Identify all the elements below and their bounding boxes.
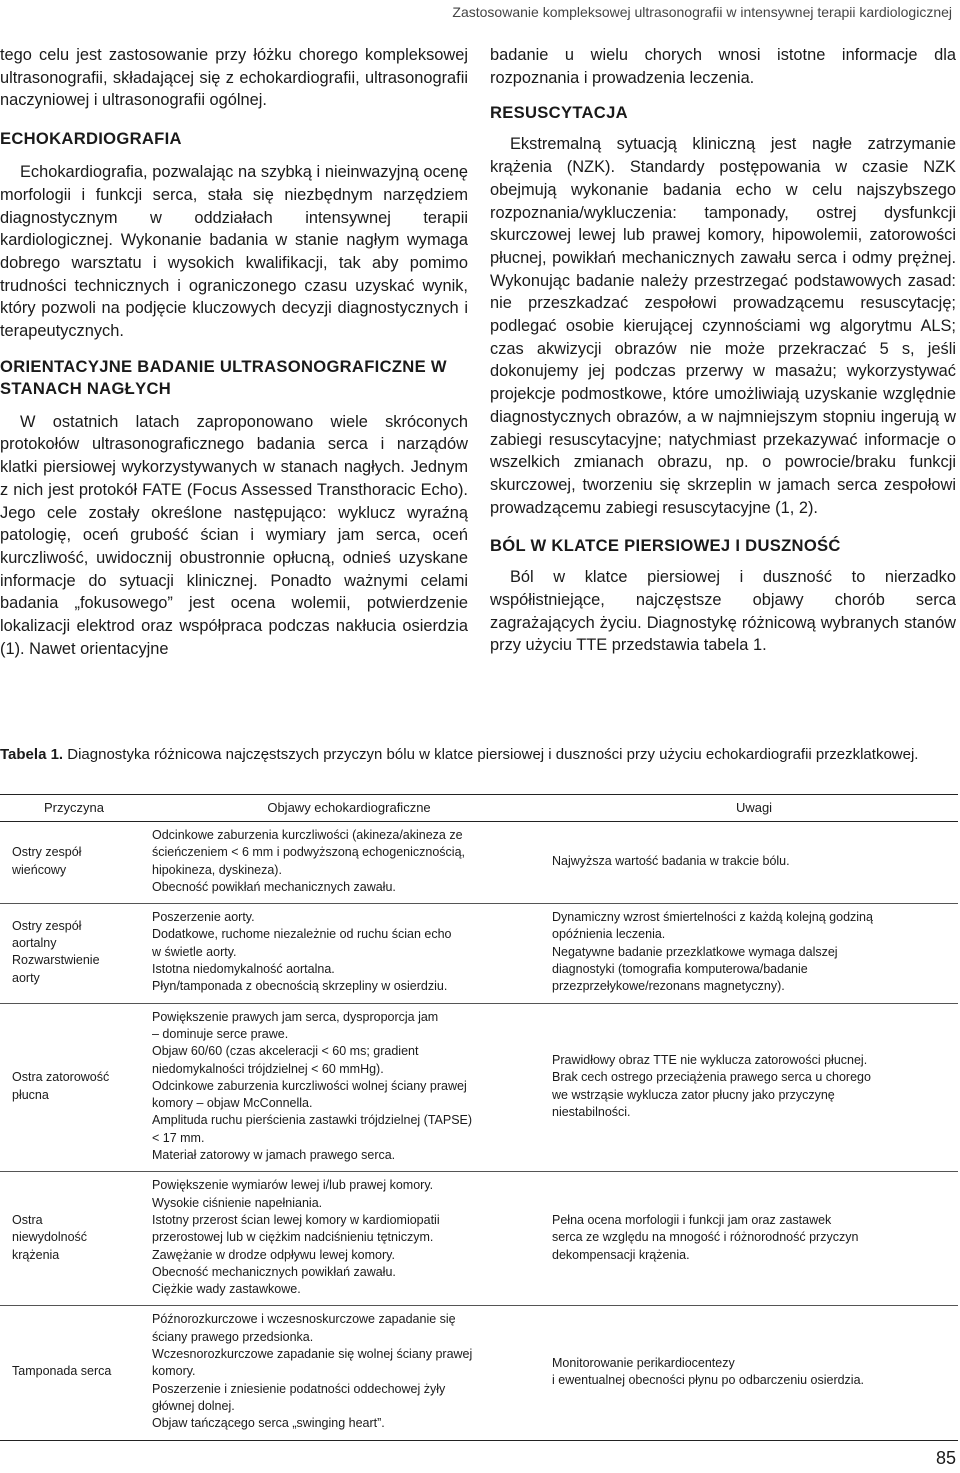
table-row (0, 1306, 958, 1440)
cell-line: płucna (12, 1087, 49, 1102)
table-row (0, 904, 958, 1003)
cell-line: Najwyższa wartość badania w trakcie bólu. (552, 853, 790, 868)
cell-line: opóźnienia leczenia. (552, 927, 666, 942)
table-cell-signs (148, 1003, 550, 1172)
section-heading-resuscytacja: RESUSCYTACJA (490, 103, 628, 123)
table-cell-notes (550, 1003, 958, 1172)
cell-line: Dynamiczny wzrost śmiertelności z każdą kolejną godziną (552, 910, 873, 925)
cell-line: Istotna niedomykalność aortalna. (152, 962, 335, 977)
cell-line: przezprzełykowe/rezonans magnetyczny). (552, 979, 785, 994)
cell-line: Ostra zatorowość (12, 1070, 110, 1085)
cell-line: Pełna ocena morfologii i funkcji jam oraz zastawek (552, 1212, 832, 1227)
table-cell-notes (550, 1172, 958, 1306)
cell-line: Obecność mechanicznych powikłań zawału. (152, 1264, 396, 1279)
table-cell-signs (148, 822, 550, 904)
column-header-przyczyna: Przyczyna (0, 795, 148, 822)
cell-line: ściany prawego przedsionka. (152, 1329, 314, 1344)
table-caption-text: Diagnostyka różnicowa najczęstszych przyczyn bólu w klatce piersiowej i duszności przy użyciu echokardiografii przezklatkowej. (67, 746, 919, 763)
table-body (0, 822, 958, 1441)
cell-line: Negatywne badanie przezklatkowe wymaga dalszej (552, 944, 838, 959)
cell-line: Rozwarstwienie (12, 953, 100, 968)
cell-line: komory. (152, 1364, 196, 1379)
table-cell-notes (550, 904, 958, 1003)
paragraph: Ekstremalną sytuacją kliniczną jest nagłe zatrzymanie krążenia (NZK). Standardy postępowania w czasie NZK obejmują wykonanie badania echo w celu najszybszego rozpoznania/wykluczenia: tamponady, ostrej dysfunkcji skurczowej lewej lub prawej komory, hipowolemii, zatorowości płucnej, powikłań mechanicznych zawału serca i odmy prężnej. Wykonując badanie należy przestrzegać podstawowych zasad: nie przeszkadzać zespołowi prowadzącemu resuscytację; podlegać osobie kierującej czynnościami wg algorytmu ALS; czas akwizycji obrazów nie może przekraczać 5 s, jeśli dokonujemy jej podczas przerwy w masażu; wykorzystywać projekcje podmostkowe, które umożliwiają uzyskanie względnie diagnostycznych obrazów, a w najmniejszym stopniu ingerują w zabiegi resuscytacyjne; natychmiast przekazywać informacje o wszelkich zmianach obrazu, np. o powrocie/braku funkcji skurczowej, tworzeniu się skrzeplin w jamach serca zespołowi prowadzącemu zabiegi resuscytacyjne (1, 2). (490, 135, 956, 517)
table-cell-signs (148, 904, 550, 1003)
table-caption-label: Tabela 1. (0, 746, 64, 763)
cell-line: – dominuje serce prawe. (152, 1026, 289, 1041)
cell-line: Ostra (12, 1212, 43, 1227)
cell-line: Ciężkie wady zastawkowe. (152, 1282, 301, 1297)
cell-line: Amplituda ruchu pierścienia zastawki trójdzielnej (TAPSE) (152, 1113, 473, 1128)
paragraph: Echokardiografia, pozwalając na szybką i nieinwazyjną ocenę morfologii i funkcji serca, stała się niezbędnym narzędziem diagnostycznym w oddziałach intensywnej terapii kardiologicznej. Wykonanie badania w stanie nagłym wymaga dobrego warsztatu i wysokich kwalifikacji, tak aby pomimo trudności technicznych i ograniczonego czasu uzyskać wynik, który pozwoli na podjęcie kluczowych decyzji diagnostycznych i terapeutycznych. (0, 163, 468, 341)
cell-line: komory – objaw McConnella. (152, 1096, 313, 1111)
paragraph: Ból w klatce piersiowej i duszność to nierzadko współistniejące, najczęstsze objawy chorób serca zagrażających życiu. Diagnostykę różnicową wybranych stanów przy użyciu TTE przedstawia tabela 1. (490, 568, 956, 655)
column-header-objawy: Objawy echokardiograficzne (148, 795, 550, 822)
table-cell-cause (0, 904, 148, 1003)
cell-line: niewydolność (12, 1230, 88, 1245)
paragraph: W ostatnich latach zaproponowano wiele skróconych protokołów ultrasonograficznego badania serca i narządów klatki piersiowej wykorzystywanych w stanach nagłych. Jednym z nich jest protokół FATE (Focus Assessed Transthoracic Echo). Jego cele zostały określone następująco: wyklucz wyraźną patologię, oceń grubość ścian i wymiary jam serca, oceń kurczliwość, uwidocznij obustronnie opłucną, odnieś uzyskane informacje do sytuacji klinicznej. Ponadto ważnymi celami badania „fokusowego” jest ocena wolemii, potwierdzenie lokalizacji elektrod oraz współpraca podczas nakłucia osierdzia (1). Nawet orientacyjne (0, 412, 468, 658)
running-header: Zastosowanie kompleksowej ultrasonografii w intensywnej terapii kardiologicznej (452, 4, 952, 20)
cell-line: we wstrząsie wyklucza zator płucny jako przyczynę (552, 1087, 835, 1102)
cell-line: Wczesnorozkurczowe zapadanie się wolnej ściany prawej (152, 1347, 473, 1362)
cell-line: przerostowej lub w ciężkim nadciśnieniu tętniczym. (152, 1230, 434, 1245)
left-column (0, 44, 468, 660)
section-heading-echokardiografia: ECHOKARDIOGRAFIA (0, 129, 182, 149)
cell-line: diagnostyki (tomografia komputerowa/badanie (552, 962, 808, 977)
cell-line: Objaw tańczącego serca „swinging heart”. (152, 1416, 385, 1431)
cell-line: Odcinkowe zaburzenia kurczliwości (akineza/akineza ze (152, 828, 463, 842)
cell-line: serca ze względu na mnogość i różnorodność przyczyn (552, 1230, 859, 1245)
cell-line: Ostry zespół (12, 845, 82, 860)
cell-line: Prawidłowy obraz TTE nie wyklucza zatorowości płucnej. (552, 1052, 868, 1067)
cell-line: Poszerzenie aorty. (152, 910, 255, 925)
cell-line: Odcinkowe zaburzenia kurczliwości wolnej ściany prawej (152, 1078, 467, 1093)
section-heading-bol-w-klatce: BÓL W KLATCE PIERSIOWEJ I DUSZNOŚĆ (490, 536, 841, 556)
cell-line: i ewentualnej obecności płynu po odbarczeniu osierdzia. (552, 1372, 865, 1387)
cell-line: Ostry zespół (12, 918, 82, 933)
cell-line: Materiał zatorowy w jamach prawego serca. (152, 1148, 396, 1163)
cell-line: niestabilności. (552, 1104, 631, 1119)
cell-line: Brak cech ostrego przeciążenia prawego serca u chorego (552, 1070, 871, 1085)
cell-line: Monitorowanie perikardiocentezy (552, 1355, 735, 1370)
table-cell-cause (0, 1172, 148, 1306)
table-row (0, 822, 958, 904)
table-cell-notes (550, 822, 958, 904)
cell-line: w świetle aorty. (152, 944, 237, 959)
column-header-uwagi: Uwagi (550, 795, 958, 822)
table-cell-cause (0, 1306, 148, 1440)
cell-line: Płyn/tamponada z obecnością skrzepliny w osierdziu. (152, 979, 448, 994)
diagnostics-table (0, 794, 958, 1441)
table-cell-notes (550, 1306, 958, 1440)
cell-line: Poszerzenie i zniesienie podatności oddechowej żyły (152, 1381, 446, 1396)
table-cell-signs (148, 1306, 550, 1440)
table-cell-cause (0, 1003, 148, 1172)
page-number: 85 (935, 1448, 956, 1468)
cell-line: głównej dolnej. (152, 1398, 235, 1413)
cell-line: Dodatkowe, ruchome niezależnie od ruchu ścian echo (152, 927, 452, 942)
cell-line: Powiększenie prawych jam serca, dysproporcja jam (152, 1009, 439, 1024)
cell-line: hipokineza, dyskineza). (152, 862, 282, 877)
right-column (490, 44, 956, 657)
table-row (0, 1003, 958, 1172)
cell-line: Tamponada serca (12, 1364, 112, 1379)
table-cell-cause (0, 822, 148, 904)
cell-line: wieńcowy (12, 862, 67, 877)
cell-line: Powiększenie wymiarów lewej i/lub prawej komory. (152, 1178, 434, 1193)
table-header-row (0, 795, 958, 822)
cell-line: Wysokie ciśnienie napełniania. (152, 1195, 323, 1210)
cell-line: Istotny przerost ścian lewej komory w kardiomiopatii (152, 1212, 440, 1227)
cell-line: aorty (12, 970, 40, 985)
cell-line: krążenia (12, 1247, 60, 1262)
paragraph: badanie u wielu chorych wnosi istotne informacje dla rozpoznania i prowadzenia leczenia. (490, 46, 956, 87)
cell-line: aortalny (12, 936, 57, 951)
cell-line: ścieńczeniem < 6 mm i podwyższoną echogenicznością, (152, 845, 466, 860)
cell-line: Zawężanie w drodze odpływu lewej komory. (152, 1247, 395, 1262)
cell-line: Późnorozkurczowe i wczesnoskurczowe zapadanie się (152, 1312, 456, 1327)
table-cell-signs (148, 1172, 550, 1306)
table-caption (0, 745, 958, 764)
cell-line: Objaw 60/60 (czas akceleracji < 60 ms; gradient (152, 1044, 419, 1059)
section-heading-orientacyjne-badanie: ORIENTACYJNE BADANIE ULTRASONOGRAFICZNE W STANACH NAGŁYCH (0, 356, 447, 398)
table-row (0, 1172, 958, 1306)
cell-line: dekompensacji krążenia. (552, 1247, 690, 1262)
cell-line: < 17 mm. (152, 1130, 205, 1145)
paragraph: tego celu jest zastosowanie przy łóżku chorego kompleksowej ultrasonografii, składającej się z echokardiografii, ultrasonografii naczyniowej i ultrasonografii ogólnej. (0, 46, 468, 110)
cell-line: niedomykalności trójdzielnej < 60 mmHg). (152, 1061, 384, 1076)
cell-line: Obecność powikłań mechanicznych zawału. (152, 879, 396, 894)
